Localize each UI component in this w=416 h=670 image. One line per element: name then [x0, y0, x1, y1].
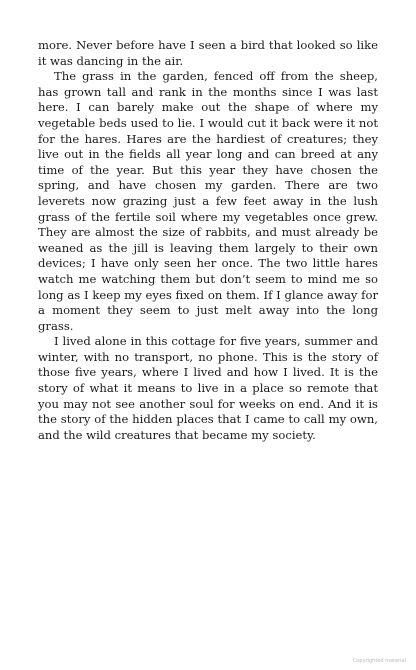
paragraph-continuation: more. Never before have I seen a bird that looked so like it was dancing in the air. [38, 38, 378, 68]
page-body [38, 38, 378, 443]
paragraph-cottage: I lived alone in this cottage for five years, summer and winter, with no transport, no phone. This is the story of those five years, where I lived and how I lived. It is the story of what it means to live in a place so remote that you may not see another soul for weeks on end. And it is the story of the hidden places that I came to call my own, and the wild creatures that became my society. [38, 334, 378, 442]
copyright-footer: Copyrighted material [352, 658, 406, 664]
paragraph-hares: The grass in the garden, fenced off from the sheep, has grown tall and rank in the months since I was last here. I can barely make out the shape of where my vegetable beds used to lie. I would cut it back were it not for the hares. Hares are the hardiest of creatures; they live out in the fields all year long and can breed at any time of the year. But this year they have chosen the spring, and have chosen my garden. There are two leverets now grazing just a few feet away in the lush grass of the fertile soil where my vegetables once grew. They are almost the size of rabbits, and must already be weaned as the jill is leaving them largely to their own devices; I have only seen her once. The two little hares watch me watching them but don’t seem to mind me so long as I keep my eyes fixed on them. If I glance away for a moment they seem to just melt away into the long grass. [38, 69, 378, 333]
